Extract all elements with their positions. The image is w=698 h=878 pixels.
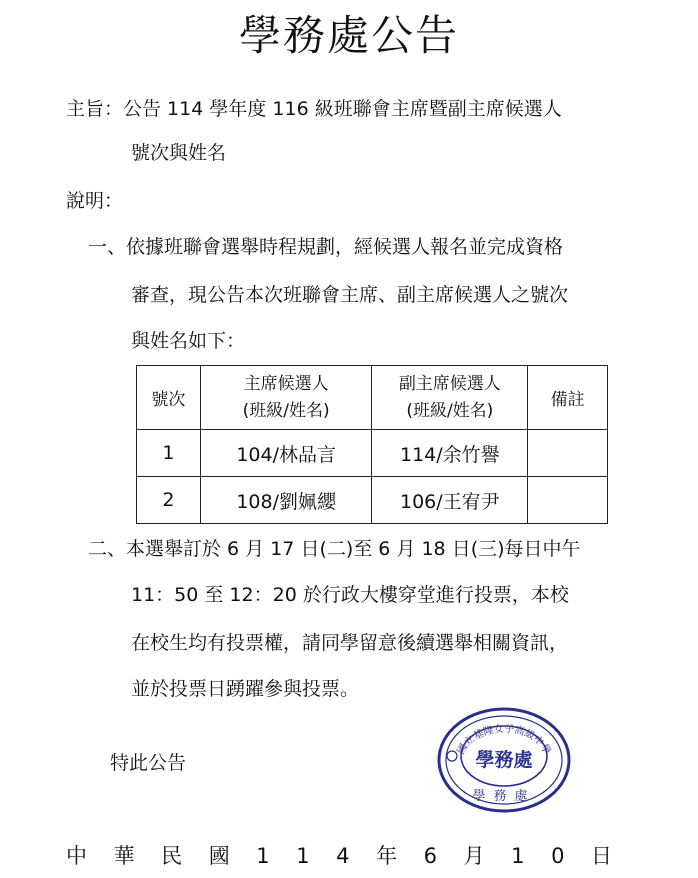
date-month-unit: 月 bbox=[463, 844, 485, 868]
date-year-digit: 4 bbox=[336, 844, 350, 868]
subject-text-line1: 公告 114 學年度 116 級班聯會主席暨副主席候選人 bbox=[123, 98, 562, 120]
cell-note bbox=[528, 430, 608, 477]
seal-bottom-text: 學務處 bbox=[472, 789, 536, 804]
item1-marker: 一、 bbox=[88, 236, 127, 258]
table-row bbox=[137, 430, 608, 477]
cell-vice: 114/余竹譽 bbox=[372, 430, 528, 477]
date-char: 民 bbox=[161, 844, 183, 868]
explanation-label: 說明： bbox=[66, 190, 124, 212]
item1-text-line3: 與姓名如下： bbox=[131, 330, 246, 352]
seal-ring-text: 國立基隆女子高級中學 bbox=[455, 723, 553, 757]
header-number: 號次 bbox=[137, 366, 201, 430]
header-chair bbox=[200, 366, 372, 430]
seal-flower-icon bbox=[447, 751, 457, 761]
date-char: 華 bbox=[113, 844, 135, 868]
candidate-table bbox=[136, 365, 608, 524]
header-note: 備註 bbox=[528, 366, 608, 430]
item1-text-line1: 依據班聯會選舉時程規劃，經候選人報名並完成資格 bbox=[126, 236, 564, 258]
cell-chair: 104/林品言 bbox=[200, 430, 372, 477]
date-year-digit: 1 bbox=[296, 844, 310, 868]
office-seal-stamp bbox=[436, 706, 572, 814]
item2-text-line2: 11：50 至 12：20 於行政大樓穿堂進行投票，本校 bbox=[131, 584, 569, 606]
date-day-unit: 日 bbox=[591, 844, 612, 868]
table-row bbox=[137, 477, 608, 524]
header-vice-title: 副主席候選人 bbox=[398, 373, 501, 394]
item1-text-line2: 審查，現公告本次班聯會主席、副主席候選人之號次 bbox=[131, 284, 569, 306]
header-vice-sub: (班級/姓名) bbox=[406, 400, 494, 421]
item1-line1 bbox=[88, 234, 563, 260]
item2-text-line1: 本選舉訂於 6 月 17 日(二)至 6 月 18 日(三)每日中午 bbox=[126, 538, 581, 560]
header-chair-title: 主席候選人 bbox=[243, 373, 329, 394]
date-char: 國 bbox=[208, 844, 230, 868]
date-day-digit: 0 bbox=[551, 844, 565, 868]
cell-note bbox=[528, 477, 608, 524]
closing-text: 特此公告 bbox=[110, 752, 187, 774]
item2-text-line4: 並於投票日踴躍參與投票。 bbox=[131, 678, 360, 700]
cell-number: 1 bbox=[137, 430, 201, 477]
seal-inner-text: 學務處 bbox=[475, 749, 533, 771]
cell-chair: 108/劉姵纓 bbox=[200, 477, 372, 524]
cell-number: 2 bbox=[137, 477, 201, 524]
subject-text-line2: 號次與姓名 bbox=[131, 142, 227, 164]
date-day-digit: 1 bbox=[511, 844, 525, 868]
cell-vice: 106/王宥尹 bbox=[372, 477, 528, 524]
table-header-row bbox=[137, 366, 608, 430]
date-month: 6 bbox=[423, 844, 437, 868]
date-char: 中 bbox=[66, 844, 87, 868]
item2-line1 bbox=[88, 536, 581, 562]
document-date bbox=[66, 842, 612, 870]
date-year-digit: 1 bbox=[256, 844, 270, 868]
date-year-unit: 年 bbox=[376, 844, 398, 868]
item2-text-line3: 在校生均有投票權，請同學留意後續選舉相關資訊， bbox=[131, 632, 569, 654]
subject-line bbox=[66, 96, 562, 122]
page-title: 學務處公告 bbox=[238, 11, 459, 60]
header-vice bbox=[372, 366, 528, 430]
header-chair-sub: (班級/姓名) bbox=[242, 400, 330, 421]
subject-label: 主旨： bbox=[66, 98, 124, 120]
item2-marker: 二、 bbox=[88, 538, 127, 560]
